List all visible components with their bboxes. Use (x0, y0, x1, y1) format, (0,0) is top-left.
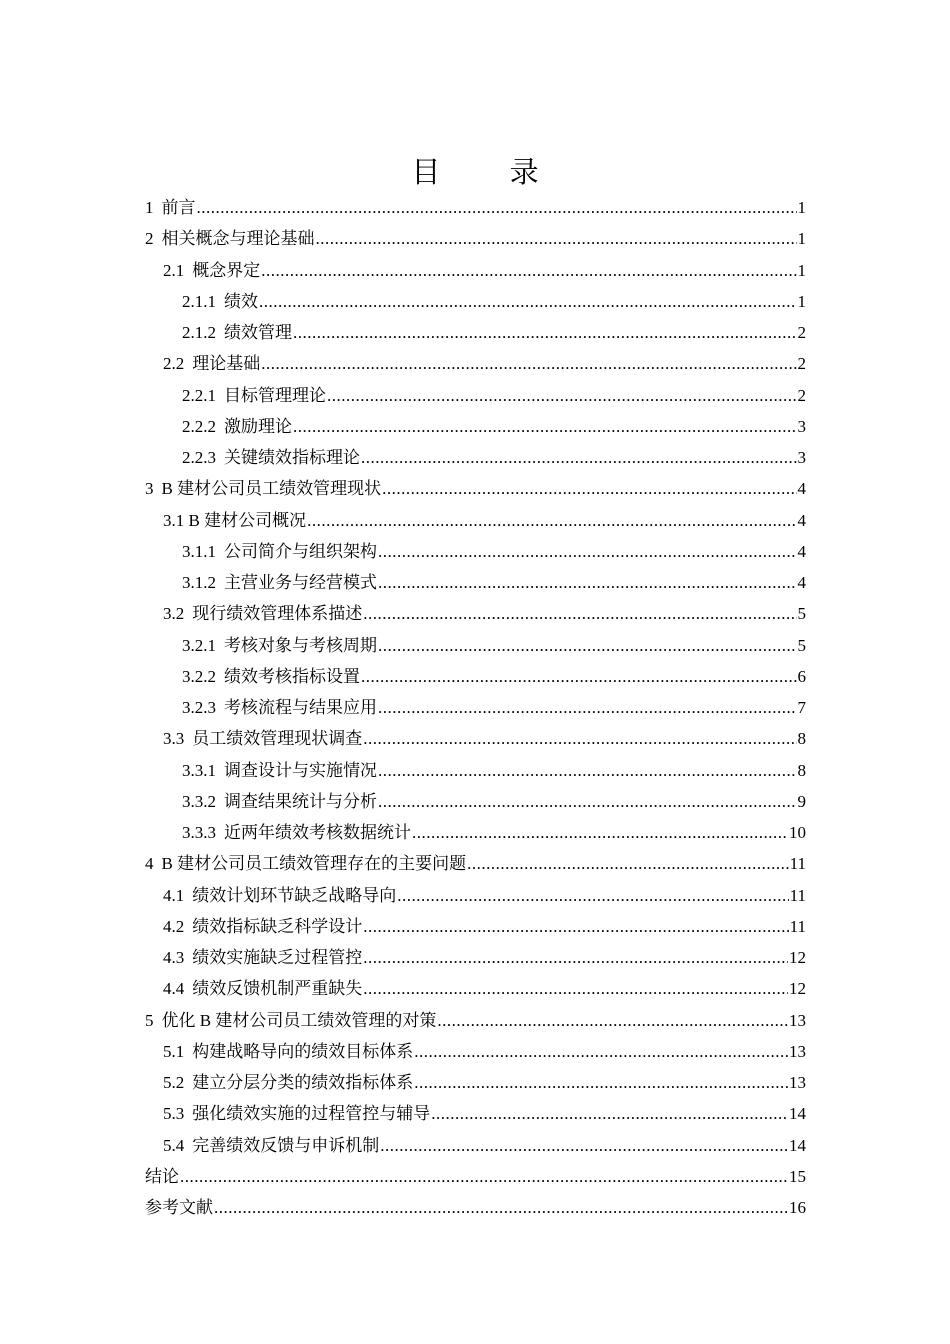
toc-dot-leader (378, 692, 797, 723)
toc-entry-number: 5.1 (163, 1041, 185, 1061)
toc-entry-number: 3.1.2 (182, 573, 216, 592)
toc-entry-title: 员工绩效管理现状调查 (192, 729, 363, 749)
toc-entry[interactable] (145, 317, 806, 348)
toc-entry-title: 绩效反馈机制严重缺失 (192, 979, 363, 999)
toc-entry-page-number: 8 (797, 760, 806, 780)
page-title: 目 录 (411, 155, 569, 189)
toc-dot-leader (412, 817, 788, 848)
toc-entry-page-number: 1 (797, 229, 806, 249)
toc-entry[interactable] (145, 286, 806, 317)
toc-dot-leader (363, 973, 788, 1004)
toc-entry-page-number: 15 (789, 1166, 806, 1186)
toc-entry-number: 3.2.1 (182, 635, 216, 655)
table-of-contents (145, 192, 806, 1223)
toc-entry-title: 优化 B 建材公司员工绩效管理的对策 (161, 1010, 437, 1030)
toc-entry[interactable] (145, 692, 806, 723)
toc-entry-number: 2.1 (163, 260, 185, 280)
toc-entry-title: 公司简介与组织架构 (224, 541, 377, 561)
toc-entry-title: 理论基础 (192, 354, 261, 374)
toc-entry-number: 4.2 (163, 916, 185, 936)
toc-entry-title: 绩效管理 (224, 323, 292, 342)
toc-entry-title: 强化绩效实施的过程管控与辅导 (192, 1104, 431, 1124)
toc-entry-page-number: 11 (789, 854, 806, 874)
toc-dot-leader (378, 786, 797, 817)
toc-dot-leader (361, 661, 797, 692)
toc-entry[interactable] (145, 973, 806, 1004)
toc-dot-leader (382, 473, 796, 504)
toc-dot-leader (378, 630, 797, 661)
toc-entry-number: 2 (145, 229, 154, 249)
toc-dot-leader (327, 380, 797, 411)
toc-entry[interactable] (145, 598, 806, 629)
toc-entry-number: 2.2.2 (182, 416, 216, 436)
toc-entry-title: 现行绩效管理体系描述 (192, 604, 363, 624)
toc-dot-leader (363, 723, 796, 754)
toc-entry-page-number: 12 (789, 979, 806, 999)
toc-entry[interactable] (145, 817, 806, 848)
toc-dot-leader (316, 223, 797, 254)
toc-entry-page-number: 1 (797, 198, 806, 217)
toc-entry-title: 绩效指标缺乏科学设计 (192, 916, 363, 936)
toc-dot-leader (180, 1161, 788, 1192)
toc-entry[interactable] (145, 848, 806, 879)
toc-entry-title: 目标管理理论 (224, 385, 326, 405)
toc-entry[interactable] (145, 223, 806, 254)
toc-entry-title: 概念界定 (192, 260, 261, 280)
toc-entry-page-number: 11 (789, 916, 806, 936)
toc-entry-number: 4.4 (163, 979, 185, 999)
toc-entry-number: 2.2 (163, 354, 185, 374)
toc-entry[interactable] (145, 942, 806, 973)
toc-dot-leader (380, 1130, 788, 1161)
toc-entry-number: 3.3 (163, 729, 185, 749)
toc-dot-leader (378, 536, 797, 567)
toc-entry-title: 3.1 B 建材公司概况 (163, 510, 307, 530)
toc-entry-number: 2.2.1 (182, 385, 216, 405)
toc-entry[interactable] (145, 755, 806, 786)
toc-entry[interactable] (145, 255, 806, 286)
toc-entry-title: 参考文献 (145, 1198, 213, 1217)
toc-entry-page-number: 7 (797, 698, 806, 717)
toc-entry[interactable] (145, 630, 806, 661)
toc-entry-page-number: 14 (789, 1104, 806, 1124)
toc-dot-leader (261, 255, 796, 286)
toc-entry-number: 3.2.2 (182, 666, 216, 686)
toc-entry-title: 考核流程与结果应用 (224, 698, 377, 717)
toc-entry[interactable] (145, 505, 806, 536)
toc-entry[interactable] (145, 1036, 806, 1067)
toc-entry-title: 完善绩效反馈与申诉机制 (192, 1135, 380, 1155)
toc-dot-leader (363, 911, 788, 942)
toc-dot-leader (363, 598, 796, 629)
toc-entry-title: 绩效实施缺乏过程管控 (192, 948, 363, 967)
toc-entry-title: B 建材公司员工绩效管理现状 (161, 479, 382, 499)
toc-entry-page-number: 3 (797, 416, 806, 436)
toc-entry-number: 5.3 (163, 1104, 185, 1124)
toc-entry-number: 4 (145, 854, 154, 874)
toc-entry[interactable] (145, 536, 806, 567)
toc-entry-page-number: 13 (789, 1010, 806, 1030)
toc-entry-number: 3.2 (163, 604, 185, 624)
toc-entry[interactable] (145, 473, 806, 504)
toc-dot-leader (414, 1067, 788, 1098)
toc-entry-number: 3.1.1 (182, 541, 216, 561)
toc-entry-number: 3 (145, 479, 154, 499)
toc-dot-leader (397, 880, 788, 911)
toc-entry-page-number: 4 (797, 479, 806, 499)
toc-entry-page-number: 4 (797, 510, 806, 530)
toc-entry-page-number: 2 (797, 385, 806, 405)
toc-dot-leader (378, 567, 797, 598)
toc-entry-page-number: 10 (789, 823, 806, 842)
toc-entry[interactable] (145, 380, 806, 411)
toc-entry[interactable] (145, 1192, 806, 1223)
toc-entry-number: 3.3.3 (182, 823, 216, 842)
toc-entry-title: 建立分层分类的绩效指标体系 (192, 1073, 414, 1092)
toc-entry-title: 绩效 (224, 291, 258, 311)
toc-entry-page-number: 5 (797, 635, 806, 655)
toc-dot-leader (293, 411, 797, 442)
toc-dot-leader (431, 1098, 788, 1129)
toc-entry[interactable] (145, 661, 806, 692)
toc-dot-leader (259, 286, 797, 317)
toc-dot-leader (437, 1005, 788, 1036)
toc-entry[interactable] (145, 723, 806, 754)
toc-entry-title: 绩效计划环节缺乏战略导向 (192, 885, 397, 905)
toc-dot-leader (378, 755, 797, 786)
toc-entry-number: 5 (145, 1010, 154, 1030)
toc-entry-page-number: 16 (789, 1198, 806, 1217)
toc-entry-page-number: 1 (797, 291, 806, 311)
toc-entry-title: 相关概念与理论基础 (161, 229, 315, 249)
toc-entry-number: 3.3.1 (182, 760, 216, 780)
toc-entry-number: 3.2.3 (182, 698, 216, 717)
toc-entry-page-number: 12 (789, 948, 806, 967)
toc-entry-title: 调查设计与实施情况 (224, 760, 377, 780)
toc-entry-title: B 建材公司员工绩效管理存在的主要问题 (161, 854, 467, 874)
toc-entry-page-number: 2 (797, 323, 806, 342)
toc-entry-number: 2.2.3 (182, 448, 216, 467)
toc-entry-page-number: 4 (797, 541, 806, 561)
toc-entry[interactable] (145, 911, 806, 942)
toc-entry-page-number: 2 (797, 354, 806, 374)
toc-entry-title: 前言 (161, 198, 196, 217)
toc-entry-title: 近两年绩效考核数据统计 (224, 823, 411, 842)
toc-entry-title: 关键绩效指标理论 (224, 448, 360, 467)
toc-entry-number: 4.1 (163, 885, 185, 905)
toc-entry-title: 主营业务与经营模式 (224, 573, 377, 592)
toc-entry-number: 2.1.1 (182, 291, 216, 311)
toc-entry-number: 2.1.2 (182, 323, 216, 342)
toc-dot-leader (293, 317, 797, 348)
toc-dot-leader (261, 348, 796, 379)
toc-entry-title: 调查结果统计与分析 (224, 791, 377, 811)
toc-entry-page-number: 8 (797, 729, 806, 749)
toc-entry-page-number: 13 (789, 1041, 806, 1061)
toc-entry[interactable] (145, 1098, 806, 1129)
toc-entry-page-number: 1 (797, 260, 806, 280)
toc-entry[interactable] (145, 1161, 806, 1192)
toc-dot-leader (197, 192, 797, 223)
toc-entry[interactable] (145, 442, 806, 473)
toc-entry[interactable] (145, 411, 806, 442)
toc-dot-leader (214, 1192, 788, 1223)
toc-entry-title: 结论 (145, 1166, 179, 1186)
toc-entry-page-number: 13 (789, 1073, 806, 1092)
toc-entry-page-number: 6 (797, 666, 806, 686)
toc-dot-leader (307, 505, 796, 536)
toc-dot-leader (361, 442, 797, 473)
toc-entry-page-number: 3 (797, 448, 806, 467)
toc-entry-title: 构建战略导向的绩效目标体系 (192, 1041, 414, 1061)
toc-dot-leader (363, 942, 788, 973)
toc-entry[interactable] (145, 1067, 806, 1098)
toc-entry[interactable] (145, 567, 806, 598)
toc-entry-number: 1 (145, 198, 154, 217)
toc-entry[interactable] (145, 1005, 806, 1036)
toc-entry-page-number: 14 (789, 1135, 806, 1155)
toc-entry-page-number: 5 (797, 604, 806, 624)
toc-entry-page-number: 4 (797, 573, 806, 592)
toc-entry[interactable] (145, 1130, 806, 1161)
toc-entry-page-number: 9 (797, 791, 806, 811)
toc-entry-title: 考核对象与考核周期 (224, 635, 377, 655)
toc-entry[interactable] (145, 348, 806, 379)
toc-entry-title: 激励理论 (224, 416, 292, 436)
toc-entry-title: 绩效考核指标设置 (224, 666, 360, 686)
toc-entry-number: 3.3.2 (182, 791, 216, 811)
toc-entry[interactable] (145, 786, 806, 817)
toc-entry-number: 5.4 (163, 1135, 185, 1155)
toc-dot-leader (414, 1036, 788, 1067)
toc-entry-number: 5.2 (163, 1073, 185, 1092)
toc-dot-leader (467, 848, 789, 879)
toc-entry[interactable] (145, 880, 806, 911)
toc-entry[interactable] (145, 192, 806, 223)
toc-entry-number: 4.3 (163, 948, 185, 967)
toc-entry-page-number: 11 (789, 885, 806, 905)
